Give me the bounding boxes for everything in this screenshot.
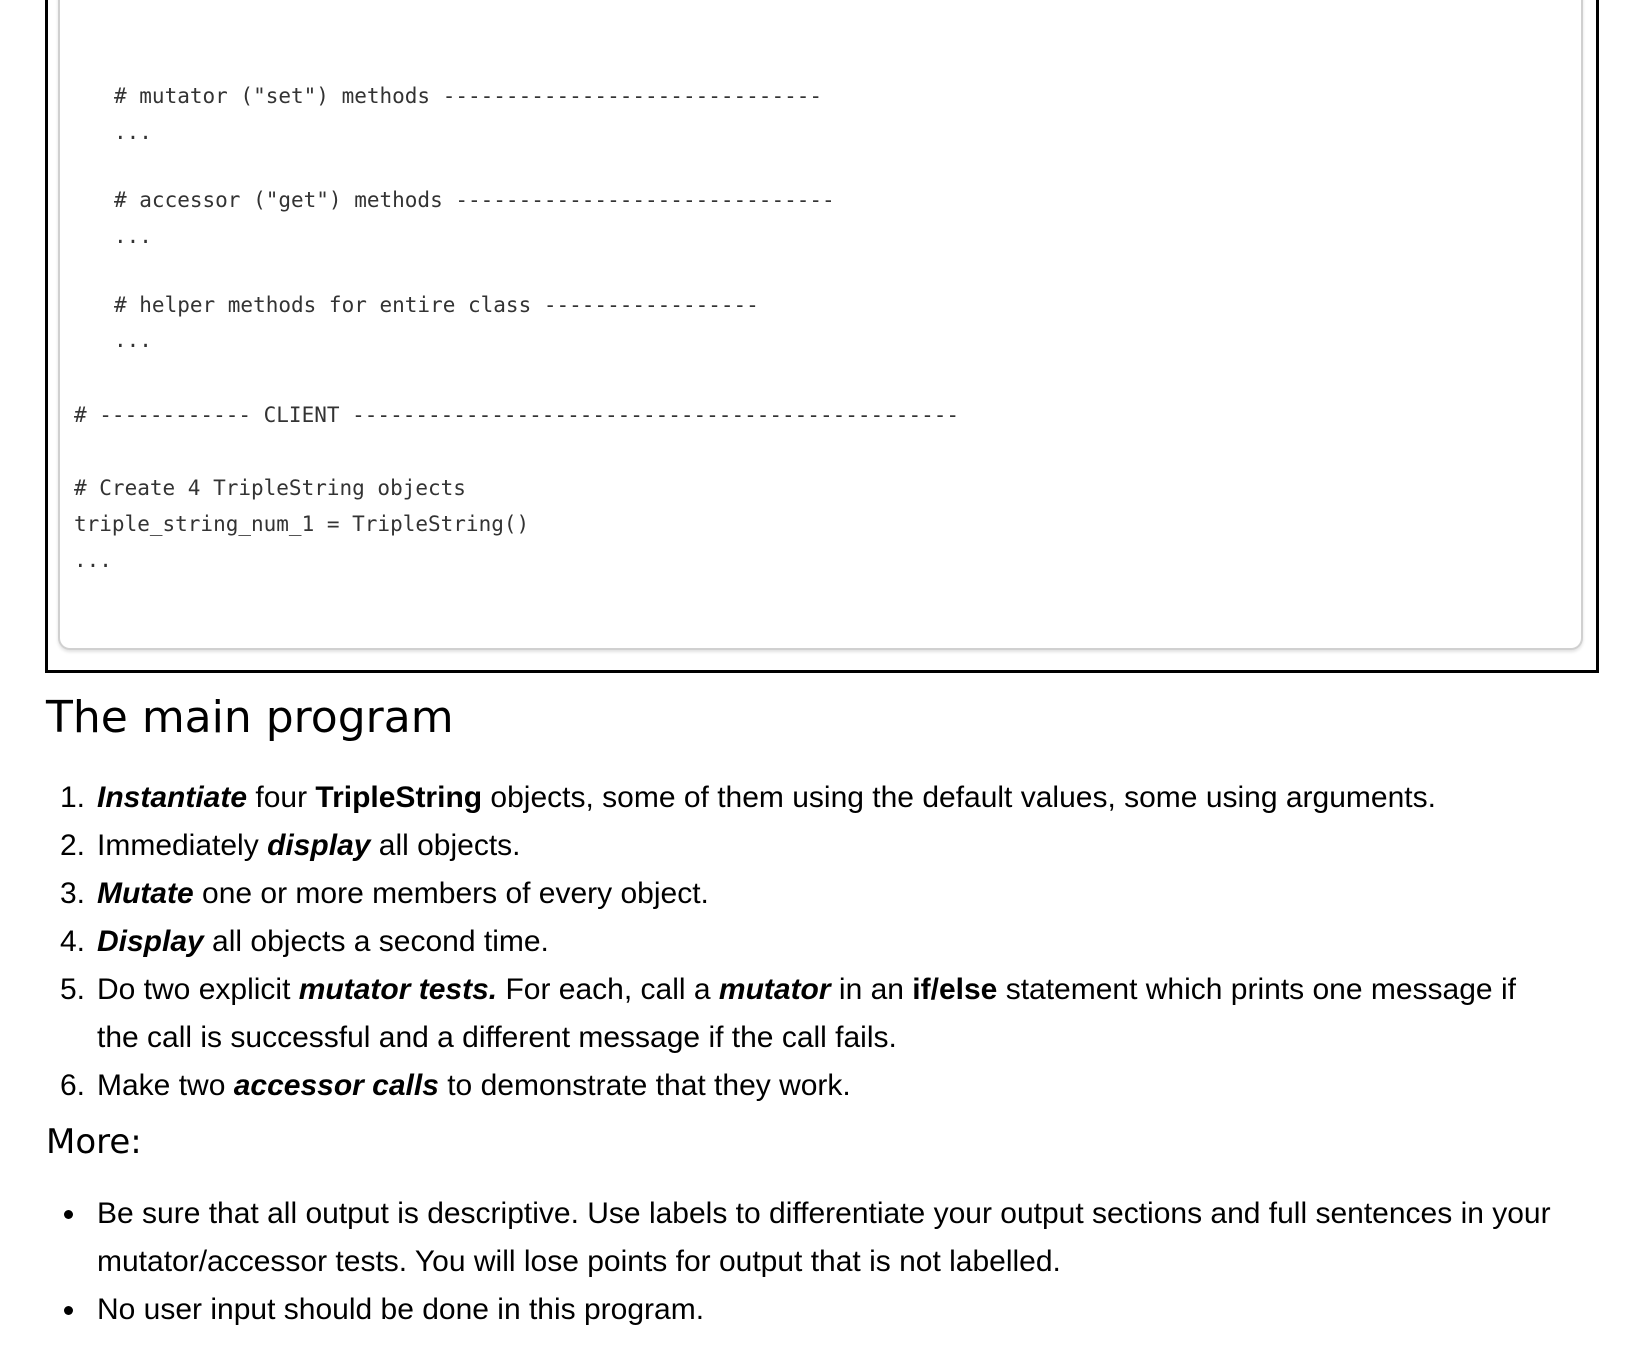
step-number: 4. <box>60 925 86 958</box>
step-text-part: Mutate <box>97 877 194 910</box>
step-item <box>0 966 1600 1062</box>
main-program-steps <box>0 774 1600 1110</box>
step-number: 6. <box>60 1069 86 1102</box>
step-text-part: Immediately <box>97 829 268 862</box>
step-text-part: display <box>267 829 371 862</box>
step-text-part: Instantiate <box>97 781 248 814</box>
step-item <box>0 870 1600 918</box>
step-text-part: accessor calls <box>233 1069 439 1102</box>
step-text-part: statement which prints one message if the call is successful and a different message if the call fails. <box>97 973 1516 1054</box>
step-text-part: if/else <box>912 973 998 1006</box>
step-text-part: mutator <box>718 973 831 1006</box>
step-text-part: objects, some of them using the default values, some using arguments. <box>482 781 1436 814</box>
code-line: # Create 4 TripleString objects <box>74 476 466 500</box>
step-text-part: four <box>247 781 316 814</box>
code-line: # helper methods for entire class ----------------- <box>114 293 759 317</box>
bullet-item <box>0 1286 1600 1334</box>
bullet-text: No user input should be done in this program. <box>97 1293 705 1326</box>
step-item <box>0 774 1600 822</box>
bullet-dot-icon <box>64 1210 73 1219</box>
code-block <box>58 0 1583 650</box>
bullet-dot-icon <box>64 1306 73 1315</box>
code-line: ... <box>74 548 112 572</box>
step-text-part: to demonstrate that they work. <box>438 1069 851 1102</box>
step-text-part: in an <box>830 973 913 1006</box>
step-text-part: all objects. <box>370 829 521 862</box>
code-line: # mutator ("set") methods ------------------------------ <box>114 84 823 108</box>
step-number: 1. <box>60 781 86 814</box>
section-title-main-program: The main program <box>46 692 454 743</box>
code-line: ... <box>114 328 152 352</box>
code-line: ... <box>114 120 152 144</box>
step-text-part: mutator tests. <box>298 973 498 1006</box>
step-text-part: Display <box>97 925 204 958</box>
step-item <box>0 822 1600 870</box>
code-line: # accessor ("get") methods ------------------------------ <box>114 188 835 212</box>
bullet-text: Be sure that all output is descriptive. Use labels to differentiate your output sections and full sentences in your mutator/accessor tests. You will lose points for output that is not labelled. <box>97 1197 1551 1278</box>
code-line: # ------------ CLIENT ------------------------------------------------ <box>74 403 960 427</box>
step-item <box>0 918 1600 966</box>
step-text-part: one or more members of every object. <box>193 877 709 910</box>
bullet-item <box>0 1190 1600 1286</box>
step-number: 2. <box>60 829 86 862</box>
more-bullets <box>0 1190 1600 1334</box>
step-text-part: Do two explicit <box>97 973 299 1006</box>
step-number: 3. <box>60 877 86 910</box>
step-text-part: Make two <box>97 1069 234 1102</box>
code-line: ... <box>114 224 152 248</box>
step-number: 5. <box>60 973 86 1006</box>
step-text-part: TripleString <box>315 781 483 814</box>
code-line: triple_string_num_1 = TripleString() <box>74 512 530 536</box>
step-text-part: For each, call a <box>497 973 719 1006</box>
step-text-part: all objects a second time. <box>203 925 549 958</box>
code-example-frame <box>45 0 1599 673</box>
step-item <box>0 1062 1600 1110</box>
more-heading: More: <box>46 1122 142 1162</box>
